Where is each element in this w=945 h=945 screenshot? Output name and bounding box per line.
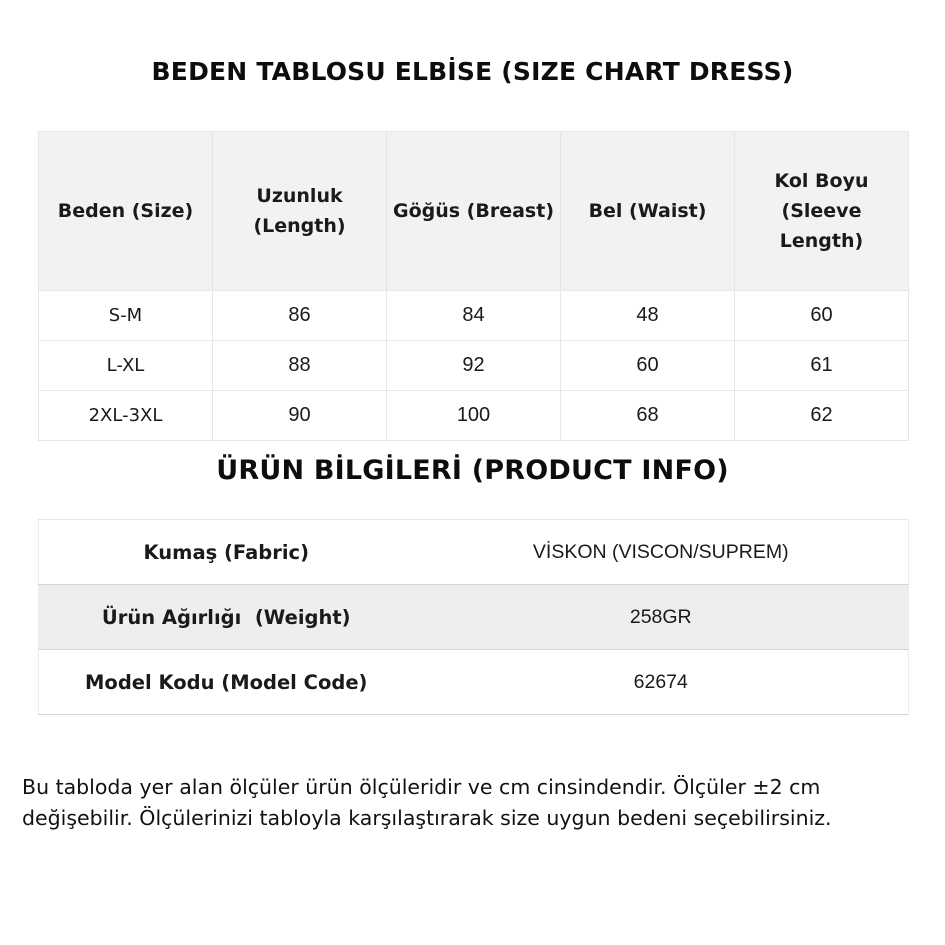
table-row — [39, 391, 909, 441]
fabric-value: VİSKON (VISCON/SUPREM) — [414, 520, 909, 585]
breast-cell: 100 — [387, 391, 561, 441]
waist-cell: 48 — [561, 291, 735, 341]
weight-value: 258GR — [414, 585, 909, 650]
table-row — [39, 291, 909, 341]
length-cell: 90 — [213, 391, 387, 441]
breast-cell: 84 — [387, 291, 561, 341]
product-info-row-fabric — [39, 520, 909, 585]
product-info-row-model-code — [39, 650, 909, 715]
table-row — [39, 341, 909, 391]
product-info-table — [38, 519, 909, 715]
size-chart-header-row — [39, 132, 909, 291]
measurement-note — [22, 772, 922, 834]
size-cell: S-M — [39, 291, 213, 341]
sleeve-length-cell: 62 — [735, 391, 909, 441]
measurement-note-line-2: değişebilir. Ölçülerinizi tabloyla karşılaştırarak size uygun bedeni seçebilirsiniz. — [22, 806, 832, 830]
waist-cell: 68 — [561, 391, 735, 441]
product-info-title: ÜRÜN BİLGİLERİ (PRODUCT INFO) — [216, 455, 729, 486]
length-cell: 86 — [213, 291, 387, 341]
weight-label: Ürün Ağırlığı (Weight) — [39, 585, 414, 650]
header-length-text: Uzunluk (Length) — [253, 185, 346, 237]
model-code-value: 62674 — [414, 650, 909, 715]
header-waist: Bel (Waist) — [561, 132, 735, 291]
header-sleeve-length-text: Kol Boyu (Sleeve Length) — [774, 170, 869, 252]
size-cell: L-XL — [39, 341, 213, 391]
size-chart-table — [38, 131, 909, 441]
length-cell: 88 — [213, 341, 387, 391]
sleeve-length-cell: 60 — [735, 291, 909, 341]
sleeve-length-cell: 61 — [735, 341, 909, 391]
header-size: Beden (Size) — [39, 132, 213, 291]
size-cell: 2XL-3XL — [39, 391, 213, 441]
size-chart-title: BEDEN TABLOSU ELBİSE (SIZE CHART DRESS) — [151, 57, 794, 86]
header-breast: Göğüs (Breast) — [387, 132, 561, 291]
breast-cell: 92 — [387, 341, 561, 391]
model-code-label: Model Kodu (Model Code) — [39, 650, 414, 715]
measurement-note-line-1: Bu tabloda yer alan ölçüler ürün ölçüleridir ve cm cinsindendir. Ölçüler ±2 cm — [22, 775, 821, 799]
waist-cell: 60 — [561, 341, 735, 391]
fabric-label: Kumaş (Fabric) — [39, 520, 414, 585]
product-info-row-weight — [39, 585, 909, 650]
header-sleeve-length — [735, 132, 909, 291]
header-length — [213, 132, 387, 291]
